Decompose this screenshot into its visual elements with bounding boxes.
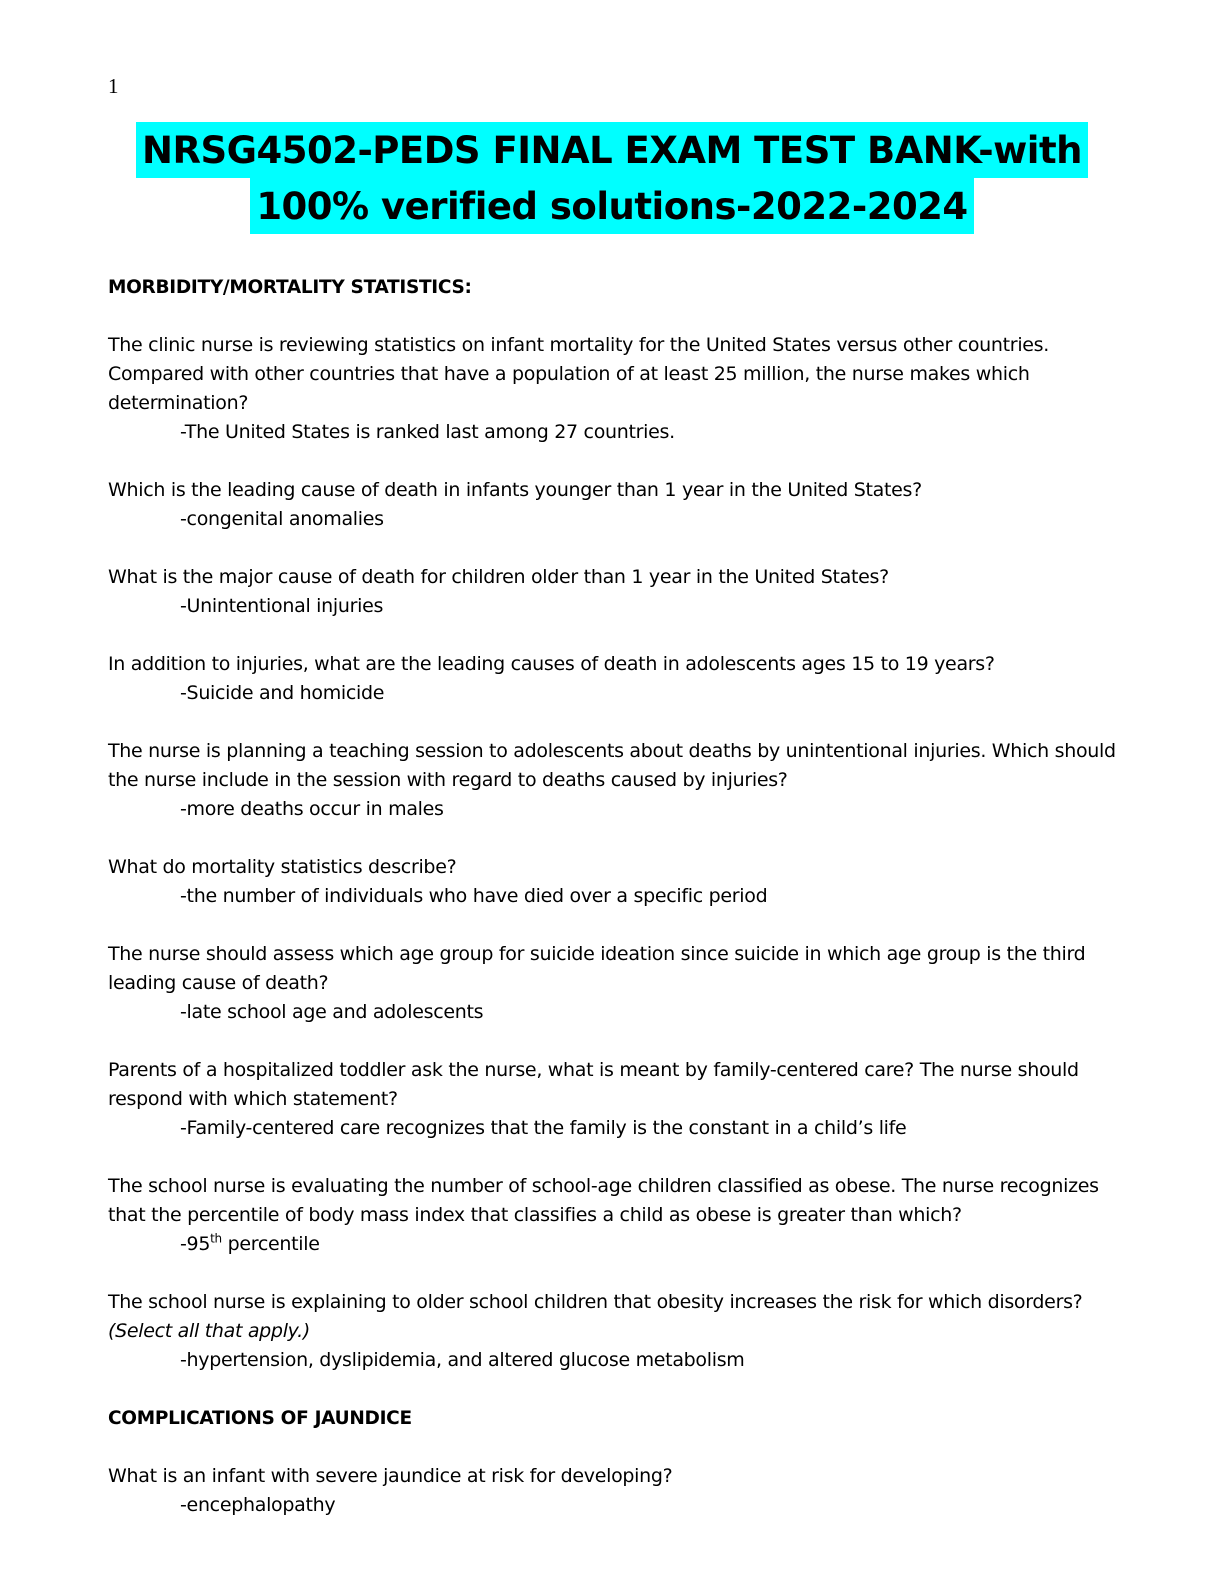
- answer-superscript: th: [210, 1231, 222, 1246]
- answer-text: -late school age and adolescents: [180, 1001, 484, 1023]
- section-heading-morbidity: MORBIDITY/MORTALITY STATISTICS:: [108, 277, 472, 298]
- qa-item: [108, 563, 1118, 621]
- answer-text: -The United States is ranked last among 27 countries.: [180, 421, 675, 443]
- question-text: What is an infant with severe jaundice at risk for developing?: [108, 1465, 673, 1487]
- title-line-1: NRSG4502-PEDS FINAL EXAM TEST BANK-with: [136, 122, 1088, 178]
- qa-item: [108, 1172, 1118, 1259]
- question-main: The school nurse is explaining to older school children that obesity increases the risk for which disorders?: [108, 1291, 1083, 1313]
- answer-suffix: percentile: [221, 1233, 320, 1255]
- question-text: What is the major cause of death for children older than 1 year in the United States?: [108, 566, 889, 588]
- document-title: [0, 122, 1224, 234]
- answer-text: -encephalopathy: [180, 1494, 336, 1516]
- qa-item: [108, 650, 1118, 708]
- section-heading-jaundice: COMPLICATIONS OF JAUNDICE: [108, 1408, 412, 1429]
- qa-item: [108, 940, 1118, 1027]
- answer-text: -Unintentional injuries: [180, 595, 384, 617]
- question-text: Which is the leading cause of death in infants younger than 1 year in the United States?: [108, 479, 922, 501]
- answer-prefix: -95: [180, 1233, 211, 1255]
- qa-item: [108, 1288, 1118, 1375]
- question-text: The nurse is planning a teaching session to adolescents about deaths by unintentional injuries. Which should the nurse include in the session with regard to deaths caused by injuries?: [108, 740, 1116, 791]
- answer-text: -hypertension, dyslipidemia, and altered glucose metabolism: [180, 1349, 745, 1371]
- page-number: 1: [108, 74, 119, 98]
- question-text: [108, 1288, 1118, 1346]
- answer-text: -the number of individuals who have died over a specific period: [180, 885, 768, 907]
- title-line-2: 100% verified solutions-2022-2024: [250, 178, 973, 234]
- answer-text: -congenital anomalies: [180, 508, 384, 530]
- question-text: The nurse should assess which age group for suicide ideation since suicide in which age group is the third leading cause of death?: [108, 943, 1086, 994]
- qa-item: [108, 1056, 1118, 1143]
- question-text: Parents of a hospitalized toddler ask the nurse, what is meant by family-centered care? The nurse should respond with which statement?: [108, 1059, 1079, 1110]
- answer-text: -more deaths occur in males: [180, 798, 444, 820]
- answer-text: -Family-centered care recognizes that the family is the constant in a child’s life: [180, 1117, 907, 1139]
- question-text: The clinic nurse is reviewing statistics on infant mortality for the United States versus other countries. Compared with other countries that have a population of at least 25 million, the nurse makes which determination?: [108, 334, 1050, 414]
- question-text: What do mortality statistics describe?: [108, 856, 457, 878]
- question-text: The school nurse is evaluating the number of school-age children classified as obese. The nurse recognizes that the percentile of body mass index that classifies a child as obese is greater than which?: [108, 1175, 1099, 1226]
- qa-item: [108, 853, 1118, 911]
- qa-item: [108, 476, 1118, 534]
- document-body: [108, 273, 1118, 1520]
- question-instruction: (Select all that apply.): [108, 1320, 310, 1342]
- answer-text: [180, 1230, 1118, 1259]
- qa-item: [108, 737, 1118, 824]
- question-text: In addition to injuries, what are the leading causes of death in adolescents ages 15 to 19 years?: [108, 653, 995, 675]
- answer-text: -Suicide and homicide: [180, 682, 385, 704]
- qa-item: [108, 1462, 1118, 1520]
- qa-item: [108, 331, 1118, 447]
